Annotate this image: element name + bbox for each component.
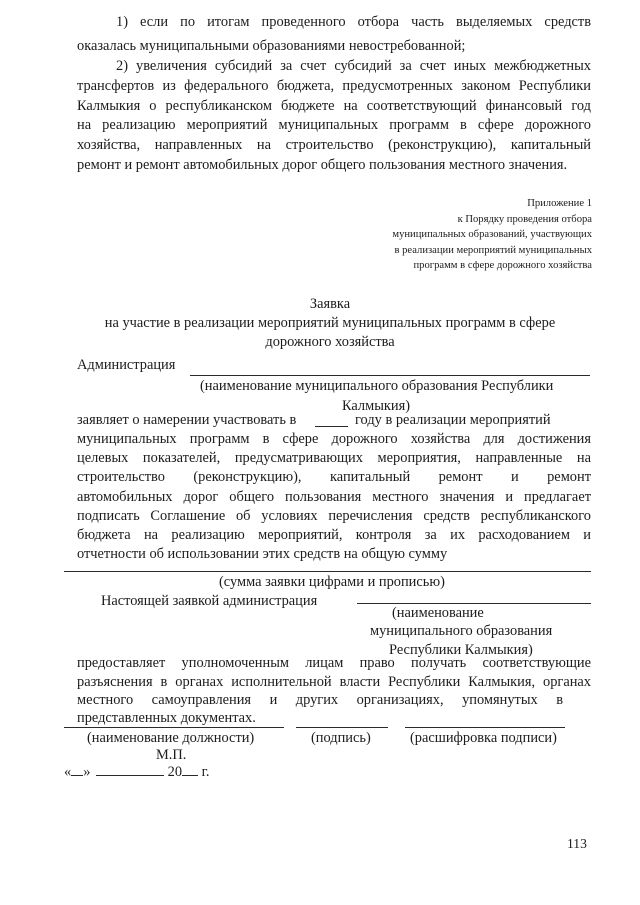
appendix-line: Приложение 1 — [527, 198, 592, 209]
signature-label: (подпись) — [311, 730, 371, 746]
application-heading — [60, 295, 600, 352]
declares-suffix: году в реализации мероприятий — [355, 412, 551, 428]
text-line: Калмыкия о республиканском бюджете на соответствующий финансовый год — [77, 98, 591, 114]
municipality-name-field[interactable] — [357, 603, 591, 604]
date-suffix: г. — [201, 764, 210, 780]
text-line: 2) увеличения субсидий за счет субсидий за счет иных межбюджетных — [116, 58, 591, 74]
text-line: 1) если по итогам проведенного отбора часть выделяемых средств — [116, 14, 591, 30]
municipality-hint: муниципального образования — [370, 623, 553, 639]
sum-field[interactable] — [64, 571, 591, 572]
page-number: 113 — [567, 836, 587, 851]
year-field[interactable] — [315, 426, 348, 427]
heading-line: дорожного хозяйства — [265, 334, 395, 350]
text-line: хозяйства, направленных на строительство (реконструкцию), капитальный — [77, 137, 591, 153]
present-label: Настоящей заявкой администрация — [101, 593, 318, 609]
declares-prefix: заявляет о намерении участвовать в — [77, 412, 297, 428]
text-line: представленных документах. — [77, 710, 256, 726]
date-close-quote: » — [83, 764, 91, 780]
text-line: автомобильных дорог общего пользования местного значения и предлагает — [77, 489, 591, 505]
sum-hint: (сумма заявки цифрами и прописью) — [219, 574, 445, 590]
municipality-hint: Республики Калмыкия) — [389, 642, 533, 658]
appendix-line: к Порядку проведения отбора — [457, 213, 592, 225]
text-line: подписать Соглашение об условиях перечисления средств республиканского — [77, 508, 591, 524]
text-line: на реализацию мероприятий муниципальных программ в сфере дорожного — [77, 117, 591, 133]
text-line: трансфертов из федерального бюджета, предусмотренных законом Республики — [77, 78, 591, 94]
text-line: оказалась муниципальными образованиями невостребованной; — [77, 38, 466, 54]
signature-field[interactable] — [296, 727, 388, 728]
text-line: ремонт и ремонт автомобильных дорог общего пользования местного значения. — [77, 157, 568, 173]
date-year-field[interactable] — [182, 774, 198, 776]
decoding-field[interactable] — [405, 727, 565, 728]
position-label: (наименование должности) — [87, 730, 255, 746]
decoding-label: (расшифровка подписи) — [410, 730, 557, 746]
text-line: муниципальных программ в сфере дорожного хозяйства для достижения — [77, 431, 591, 447]
text-line: предоставляет уполномоченным лицам право получать соответствующие — [77, 655, 591, 671]
administration-name-field[interactable] — [190, 375, 590, 376]
text-line: местного самоуправления и других организациях, упомянутых в — [77, 692, 563, 708]
appendix-block — [300, 196, 592, 274]
date-month-field[interactable] — [96, 774, 164, 776]
date-line — [64, 764, 210, 781]
appendix-line: муниципальных образований, участвующих — [392, 229, 592, 240]
heading-line: на участие в реализации мероприятий муниципальных программ в сфере — [104, 315, 556, 331]
administration-hint: Калмыкия) — [342, 398, 410, 414]
text-line: отчетности об использовании этих средств на общую сумму — [77, 546, 448, 562]
administration-hint: (наименование муниципального образования Республики — [200, 378, 554, 394]
appendix-line: программ в сфере дорожного хозяйства — [413, 260, 592, 271]
municipality-hint: (наименование — [392, 605, 484, 621]
appendix-line: в реализации мероприятий муниципальных — [394, 244, 592, 256]
administration-label: Администрация — [77, 357, 176, 373]
seal-label: М.П. — [156, 747, 187, 763]
text-line: разъяснения в органах исполнительной власти Республики Калмыкия, органах — [77, 674, 591, 690]
text-line: строительство (реконструкцию), капитальный ремонт и ремонт — [77, 469, 591, 485]
date-year-prefix: 20 — [167, 764, 183, 780]
date-open-quote: « — [64, 764, 72, 780]
date-day-field[interactable] — [71, 774, 83, 776]
position-field[interactable] — [64, 727, 284, 728]
text-line: целевых показателей, предусматривающих мероприятия, направленные на — [77, 450, 591, 466]
heading-title: Заявка — [309, 296, 351, 312]
text-line: бюджета на реализацию мероприятий, контроля за их расходованием и — [77, 527, 591, 543]
